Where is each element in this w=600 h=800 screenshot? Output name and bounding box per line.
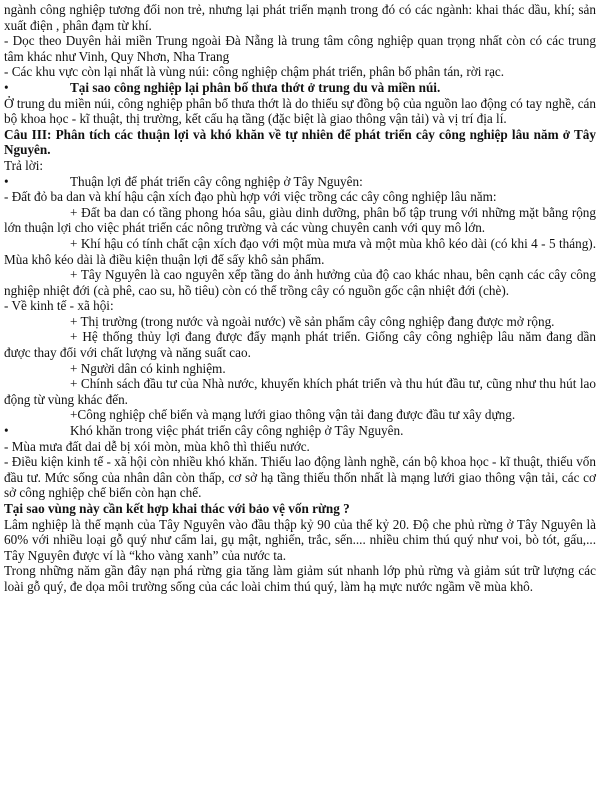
bullet-icon: • (4, 173, 9, 189)
paragraph-central-coast: - Dọc theo Duyên hải miền Trung ngoài Đà Nẵng là trung tâm công nghiệp quan trọng nhất còn có các trung tâm khác như Vinh, Quy Nhơn, Nha Trang (4, 33, 596, 64)
advantages-heading: Thuận lợi để phát triển cây công nghiệp ở Tây Nguyên: (70, 173, 363, 189)
paragraph-soil-climate: - Đất đỏ ba dan và khí hậu cận xích đạo phù hợp với việc trồng các cây công nghiệp lâu năm: (4, 189, 497, 205)
paragraph-processing: +Công nghiệp chế biến và mạng lưới giao thông vận tải đang được đầu tư xây dựng. (70, 407, 516, 423)
paragraph-plateau: + Tây Nguyên là cao nguyên xếp tầng do ảnh hưởng của độ cao khác nhau, bên cạnh các cây công nghiệp nhiệt đới (cà phê, cao su, hồ tiêu) còn có thể trồng cây có nguồn gốc cận nhiệt đới (chè). (4, 267, 596, 298)
bullet-heading-why-sparse (4, 80, 596, 96)
paragraph-policy: + Chính sách đầu tư của Nhà nước, khuyến khích phát triển và thu hút đầu tư, cũng như thu hút lao động từ vùng khác đến. (4, 376, 596, 407)
paragraph-forestry: Lâm nghiệp là thế mạnh của Tây Nguyên vào đầu thập kỷ 90 của thế kỷ 20. Độ che phủ rừng ở Tây Nguyên là 60% với nhiều loại gỗ quý như cẩm lai, gụ mật, nghiến, trắc, sến.... nhiều chim thú quý như voi, bò tót, gấu,... Tây Nguyên được ví là “kho vàng xanh” của nước ta. (4, 516, 596, 563)
bullet-difficulties (4, 423, 596, 439)
paragraph-why-sparse-answer: Ở trung du miền núi, công nghiệp phân bố thưa thớt là do thiếu sự đồng bộ của nguồn lao động có tay nghề, cán bộ khoa học - kĩ thuật, thị trường, kết cấu hạ tầng (đặc biệt là giao thông vận tải) và vị trí địa lí. (4, 95, 596, 127)
paragraph-industry-young: ngành công nghiệp tương đối non trẻ, nhưng lại phát triển mạnh trong đó có các ngành: khai thác dầu, khí; sản xuất điện , phân đạm từ khí. (4, 2, 596, 33)
heading-why-sparse: Tại sao công nghiệp lại phân bố thưa thớt ở trung du và miền núi. (70, 79, 441, 95)
paragraph-climate: + Khí hậu có tính chất cận xích đạo với một mùa mưa và một mùa khô kéo dài (có khi 4 - 5 tháng). Mùa khô kéo dài là điều kiện thuận lợi để sấy khô sản phẩm. (4, 235, 596, 267)
paragraph-socioeconomic-difficulties: - Điều kiện kinh tế - xã hội còn nhiều khó khăn. Thiếu lao động lành nghề, cán bộ khoa học - kĩ thuật, thiếu vốn đầu tư. Mức sống của nhân dân còn thấp, cơ sở hạ tầng thiếu thốn nhất là mạng lưới giao thông vận tải, các cơ sở công nghiệp chế biến còn hạn chế. (4, 454, 596, 501)
paragraph-basalt-soil: + Đất ba dan có tầng phong hóa sâu, giàu dinh dưỡng, phân bố tập trung với những mặt bằng rộng lớn thuận lợi cho việc phát triển các nông trường và các vùng chuyên canh với quy mô lớn. (4, 204, 596, 236)
paragraph-market: + Thị trường (trong nước và ngoài nước) về sản phẩm cây công nghiệp đang được mở rộng. (70, 313, 555, 329)
bullet-icon: • (4, 423, 9, 439)
paragraph-irrigation: + Hệ thống thủy lợi đang được đẩy mạnh phát triển. Giống cây công nghiệp lâu năm đang dần được thay đổi với chất lượng và năng suất cao. (4, 329, 596, 361)
answer-label: Trả lời: (4, 157, 44, 173)
paragraph-experience: + Người dân có kinh nghiệm. (70, 360, 226, 376)
question-3-heading: Câu III: Phân tích các thuận lợi và khó khăn về tự nhiên để phát triển cây công nghiệp lâu năm ở Tây Nguyên. (4, 126, 596, 158)
bullet-advantages (4, 174, 596, 190)
paragraph-mountain-areas: - Các khu vực còn lại nhất là vùng núi: công nghiệp chậm phát triển, phân bố phân tán, rời rạc. (4, 64, 505, 80)
bullet-icon: • (4, 79, 9, 95)
paragraph-rainy-season: - Mùa mưa đất dai dễ bị xói mòn, mùa khô thì thiếu nước. (4, 438, 310, 454)
paragraph-deforestation: Trong những năm gần đây nạn phá rừng gia tăng làm giảm sút nhanh lớp phủ rừng và giảm sút trữ lượng các loài gỗ quý, đe dọa môi trường sống của các loài chim thú quý, làm hạ mực nước ngầm về mùa khô. (4, 563, 596, 594)
paragraph-socioeconomic: - Về kinh tế - xã hội: (4, 298, 114, 314)
question-forest-heading: Tại sao vùng này cần kết hợp khai thác với bảo vệ vốn rừng ? (4, 501, 350, 516)
difficulties-heading: Khó khăn trong việc phát triển cây công nghiệp ở Tây Nguyên. (70, 423, 404, 439)
